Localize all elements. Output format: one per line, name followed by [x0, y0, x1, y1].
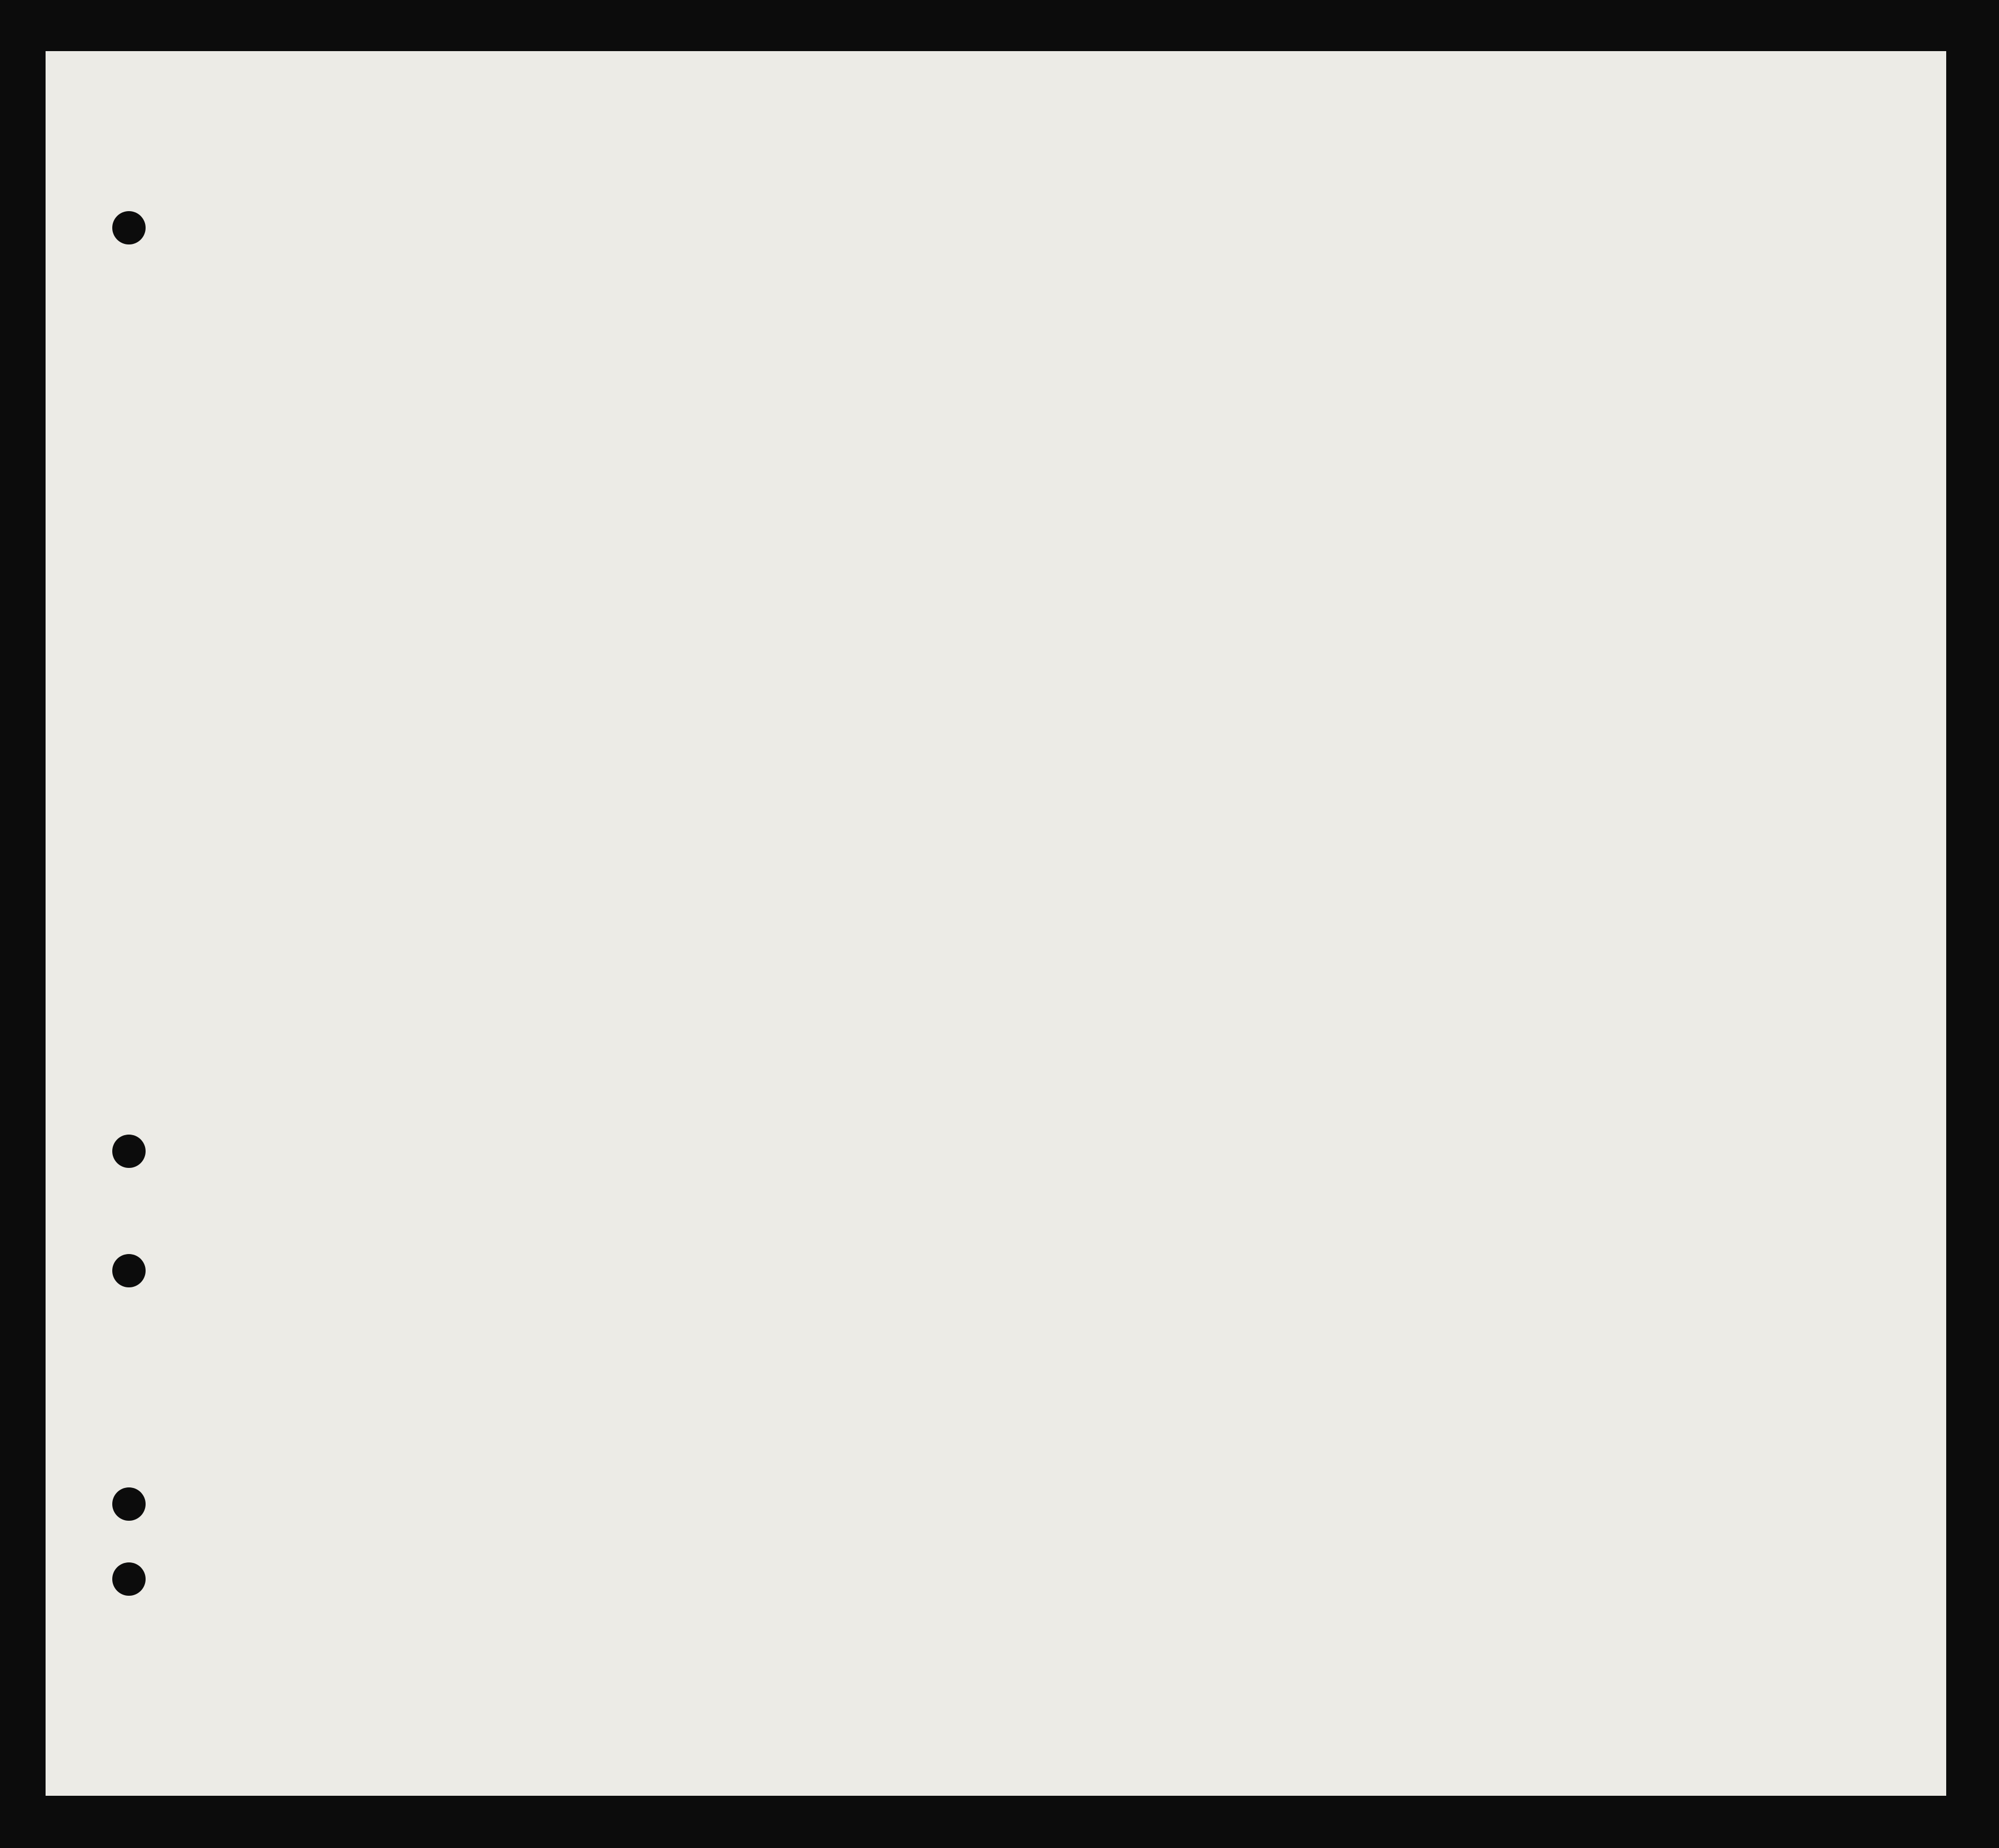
- punch-hole: [112, 1562, 146, 1596]
- punch-hole: [112, 1135, 146, 1168]
- punch-hole: [112, 1254, 146, 1287]
- table-grid: [46, 51, 1946, 1796]
- manifest-sheet: [46, 51, 1946, 1796]
- punch-hole: [112, 211, 146, 244]
- punch-hole: [112, 1487, 146, 1521]
- statute-text: [185, 163, 1807, 183]
